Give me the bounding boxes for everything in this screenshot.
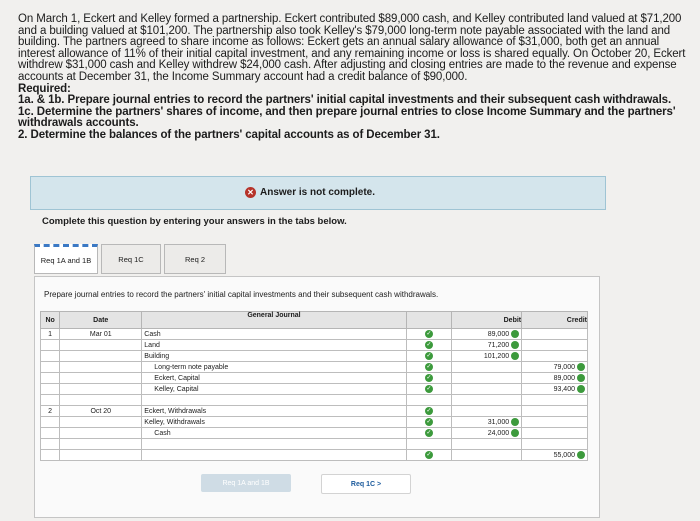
debit-input[interactable] — [452, 373, 522, 384]
date-cell[interactable] — [60, 428, 142, 439]
table-row — [41, 373, 588, 384]
entry-number-cell — [41, 450, 60, 461]
date-cell[interactable] — [60, 362, 142, 373]
account-input[interactable] — [142, 450, 406, 461]
account-input[interactable] — [142, 395, 406, 406]
date-cell[interactable] — [60, 450, 142, 461]
date-cell[interactable] — [60, 351, 142, 362]
required-label: Required: — [18, 82, 71, 95]
date-cell[interactable] — [60, 395, 142, 406]
debit-input[interactable] — [452, 384, 522, 395]
correct-check-icon: ✓ — [426, 375, 432, 381]
error-x-icon: ✕ — [245, 187, 256, 198]
debit-input[interactable]: 101,200 — [452, 351, 522, 362]
correct-check-icon — [577, 374, 585, 382]
credit-input[interactable] — [522, 351, 588, 362]
entry-number-cell — [41, 428, 60, 439]
table-row — [41, 450, 588, 461]
correct-check-icon — [577, 363, 585, 371]
account-input[interactable] — [142, 439, 406, 450]
check-cell — [406, 351, 452, 362]
check-cell — [406, 406, 452, 417]
debit-input[interactable]: 89,000 — [452, 329, 522, 340]
date-cell[interactable]: Oct 20 — [60, 406, 142, 417]
credit-input[interactable] — [522, 340, 588, 351]
check-cell — [406, 329, 452, 340]
credit-input[interactable] — [522, 395, 588, 406]
table-row — [41, 406, 588, 417]
journal-prompt: Prepare journal entries to record the partners' initial capital investments and their subsequent cash withdrawals. — [44, 290, 439, 299]
check-cell — [406, 362, 452, 373]
correct-check-icon — [511, 330, 519, 338]
correct-check-icon — [511, 429, 519, 437]
tab-instruction: Complete this question by entering your answers in the tabs below. — [42, 216, 347, 227]
correct-check-icon — [577, 385, 585, 393]
entry-number-cell: 2 — [41, 406, 60, 417]
correct-check-icon — [511, 352, 519, 360]
account-input[interactable]: Building — [142, 351, 406, 362]
tab-req-1a-1b[interactable]: Req 1A and 1B — [34, 244, 98, 274]
credit-input[interactable]: 89,000 — [522, 373, 588, 384]
entry-number-cell — [41, 384, 60, 395]
credit-input[interactable]: 79,000 — [522, 362, 588, 373]
requirement-2: 2. Determine the balances of the partners' capital accounts as of December 31. — [18, 128, 440, 141]
col-debit: Debit — [452, 312, 522, 329]
correct-check-icon — [511, 418, 519, 426]
journal-body — [41, 329, 588, 461]
answer-status-text: Answer is not complete. — [260, 187, 376, 198]
correct-check-icon: ✓ — [426, 419, 432, 425]
correct-check-icon: ✓ — [426, 430, 432, 436]
check-cell — [406, 384, 452, 395]
problem-paragraph: On March 1, Eckert and Kelley formed a partnership. Eckert contributed $89,000 cash, and Kelley contributed land valued at $71,200 and a building valued at $101,200. The partnership also took Kelley's $79,000 long-term note payable associated with the land and building. The partners agreed to share income as follows: Eckert gets an annual salary allowance of $31,000, both get an annual interest allowance of 11% of their initial capital investment, and any remaining income or loss is shared equally. On October 20, Eckert withdrew $31,000 cash and Kelley withdrew $24,000 cash. After adjusting and closing entries are made to the revenue and expense accounts at December 31, the Income Summary account had a credit balance of $90,000. — [18, 13, 686, 83]
correct-check-icon: ✓ — [426, 353, 432, 359]
correct-check-icon: ✓ — [426, 364, 432, 370]
entry-number-cell: 1 — [41, 329, 60, 340]
entry-number-cell — [41, 340, 60, 351]
col-date: Date — [60, 312, 142, 329]
check-cell — [406, 373, 452, 384]
debit-input[interactable]: 24,000 — [452, 428, 522, 439]
credit-input[interactable] — [522, 439, 588, 450]
tab-req-1c[interactable]: Req 1C — [101, 244, 161, 274]
credit-input[interactable]: 93,400 — [522, 384, 588, 395]
check-cell — [406, 395, 452, 406]
correct-check-icon: ✓ — [426, 452, 432, 458]
debit-input[interactable] — [452, 406, 522, 417]
date-cell[interactable] — [60, 373, 142, 384]
check-cell — [406, 428, 452, 439]
col-no: No — [41, 312, 60, 329]
credit-input[interactable]: 55,000 — [522, 450, 588, 461]
entry-number-cell — [41, 373, 60, 384]
correct-check-icon: ✓ — [426, 342, 432, 348]
entry-number-cell — [41, 351, 60, 362]
problem-statement — [18, 14, 688, 142]
check-cell — [406, 439, 452, 450]
account-input[interactable]: Cash — [142, 329, 406, 340]
correct-check-icon: ✓ — [426, 386, 432, 392]
entry-number-cell — [41, 395, 60, 406]
prev-tab-button[interactable]: Req 1A and 1B — [201, 474, 291, 492]
entry-number-cell — [41, 362, 60, 373]
next-tab-button[interactable]: Req 1C > — [321, 474, 411, 494]
table-row — [41, 340, 588, 351]
table-row — [41, 428, 588, 439]
date-cell[interactable] — [60, 340, 142, 351]
debit-input[interactable] — [452, 362, 522, 373]
account-input[interactable]: Cash — [142, 428, 406, 439]
table-row — [41, 329, 588, 340]
table-row — [41, 395, 588, 406]
check-cell — [406, 340, 452, 351]
check-cell — [406, 417, 452, 428]
table-row — [41, 417, 588, 428]
correct-check-icon — [511, 341, 519, 349]
table-row — [41, 384, 588, 395]
table-row — [41, 362, 588, 373]
credit-input[interactable] — [522, 428, 588, 439]
debit-input[interactable] — [452, 439, 522, 450]
table-row — [41, 439, 588, 450]
account-input[interactable]: Eckert, Withdrawals — [142, 406, 406, 417]
check-cell — [406, 450, 452, 461]
requirement-1: 1a. & 1b. Prepare journal entries to record the partners' initial capital investments and their subsequent cash withdrawals. — [18, 94, 672, 107]
correct-check-icon: ✓ — [426, 408, 432, 414]
requirement-tabs — [34, 244, 226, 274]
date-cell[interactable] — [60, 384, 142, 395]
journal-table — [40, 311, 588, 461]
date-cell[interactable] — [60, 417, 142, 428]
entry-number-cell — [41, 439, 60, 450]
requirement-1c: 1c. Determine the partners' shares of income, and then prepare journal entries to close Income Summary and the partners' withdrawals accounts. — [18, 105, 676, 130]
credit-input[interactable] — [522, 417, 588, 428]
correct-check-icon — [577, 451, 585, 459]
account-input[interactable]: Kelley, Capital — [142, 384, 406, 395]
account-input[interactable]: Long-term note payable — [142, 362, 406, 373]
credit-input[interactable] — [522, 406, 588, 417]
tab-navigation — [201, 474, 411, 494]
correct-check-icon: ✓ — [426, 331, 432, 337]
account-input[interactable]: Kelley, Withdrawals — [142, 417, 406, 428]
answer-status-banner — [30, 176, 606, 210]
tab-req-2[interactable]: Req 2 — [164, 244, 226, 274]
date-cell[interactable]: Mar 01 — [60, 329, 142, 340]
table-row — [41, 351, 588, 362]
debit-input[interactable]: 71,200 — [452, 340, 522, 351]
account-input[interactable]: Land — [142, 340, 406, 351]
col-credit: Credit — [522, 312, 588, 329]
col-general-journal: General Journal — [142, 312, 406, 329]
debit-input[interactable] — [452, 395, 522, 406]
credit-input[interactable] — [522, 329, 588, 340]
date-cell[interactable] — [60, 439, 142, 450]
entry-number-cell — [41, 417, 60, 428]
debit-input[interactable]: 31,000 — [452, 417, 522, 428]
debit-input[interactable] — [452, 450, 522, 461]
account-input[interactable]: Eckert, Capital — [142, 373, 406, 384]
